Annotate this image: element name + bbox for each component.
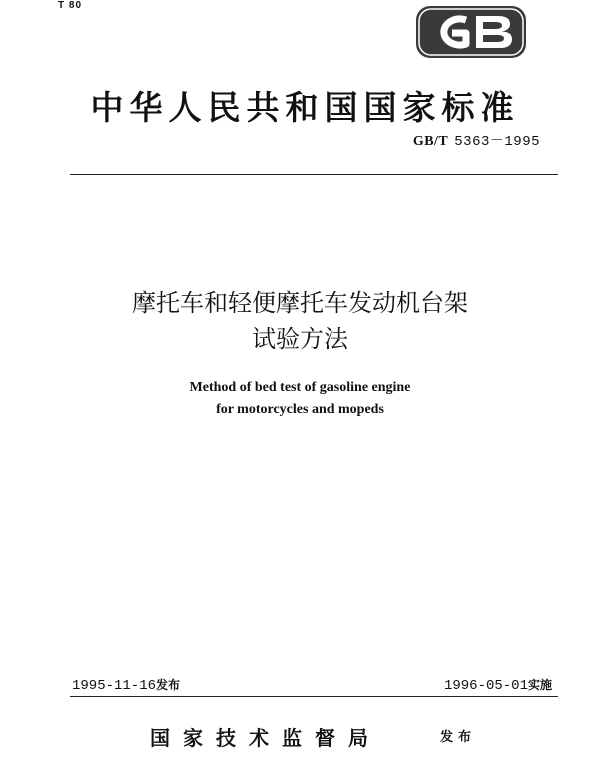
- implement-date: [444, 676, 552, 694]
- gb-logo-icon: [416, 6, 526, 58]
- standard-number: [413, 130, 540, 150]
- implement-label: 实施: [527, 678, 552, 692]
- issue-label: 发布: [156, 678, 181, 692]
- title-zh-line1: 摩托车和轻便摩托车发动机台架: [132, 289, 468, 317]
- implement-date-value: 1996-05-01: [443, 678, 528, 694]
- top-divider: [70, 174, 558, 175]
- standard-number-value: 5363－1995: [454, 134, 540, 150]
- ics-code: T 80: [58, 0, 83, 11]
- issue-date-value: 1995-11-16: [72, 678, 157, 694]
- title-zh-line2: 试验方法: [252, 325, 348, 353]
- publisher-name: 国家技术监督局: [150, 726, 381, 750]
- standard-prefix: GB/T: [412, 134, 449, 149]
- title-en-line2: for motorcycles and mopeds: [216, 402, 384, 417]
- bottom-divider: [70, 696, 558, 697]
- issue-date: [72, 676, 180, 694]
- national-standard-heading: 中华人民共和国国家标准: [90, 88, 520, 127]
- title-en-line1: Method of bed test of gasoline engine: [189, 380, 411, 395]
- publisher-suffix: 发布: [440, 730, 477, 745]
